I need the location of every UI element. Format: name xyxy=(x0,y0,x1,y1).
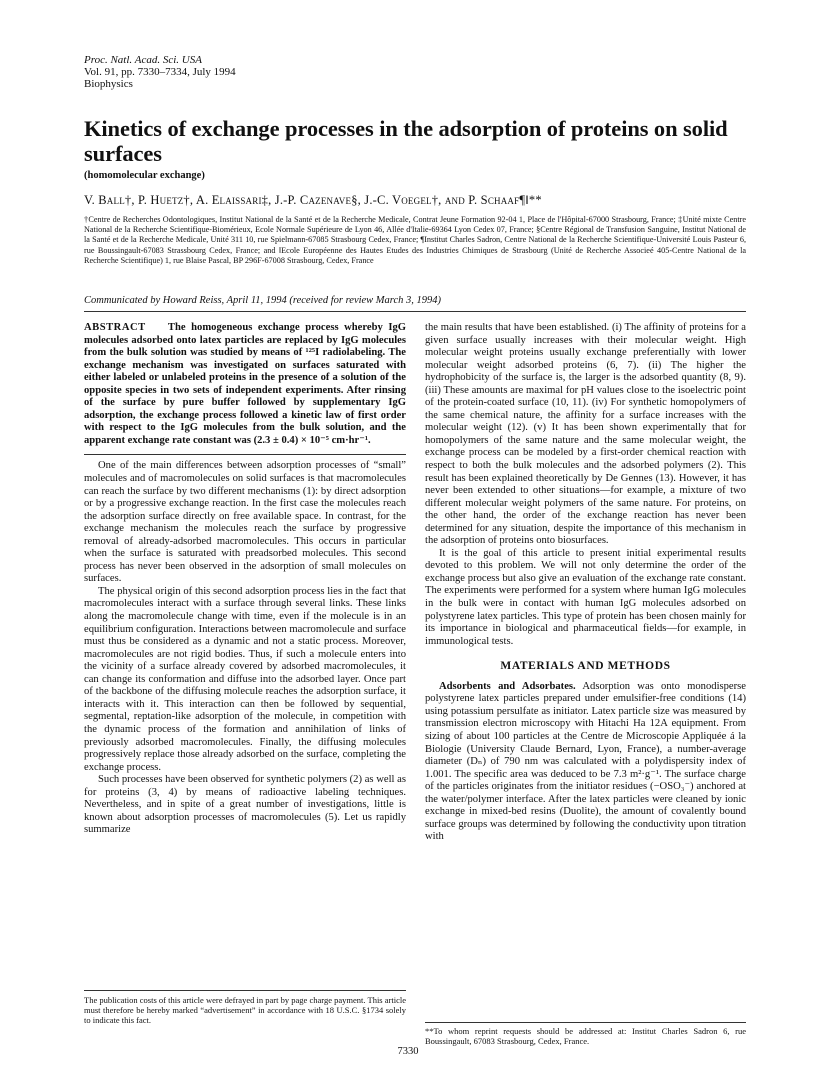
abstract-divider xyxy=(84,454,406,455)
abstract-text: The homogeneous exchange process whereby IgG molecules adsorbed onto latex particles are replaced by IgG molecules from the bulk solution was studied by means of ¹²⁵I radiolabeling. The exchange mechanism was investigated on surfaces saturated with either labeled or unlabeled proteins in the presence of a solution of the opposite species in two sets of independent experiments. After rinsing of the surface by pure buffer followed by supplementary IgG adsorption, the exchange process followed a kinetic law of first order with respect to the IgG molecules from the bulk solution, and the apparent exchange rate constant was (2.3 ± 0.4) × 10⁻⁵ cm·hr⁻¹. xyxy=(84,322,406,446)
reprint-footnote xyxy=(425,1022,746,1046)
methods-heading: MATERIALS AND METHODS xyxy=(500,660,671,673)
intro-paragraph-3: Such processes have been observed for synthetic polymers (2) as well as for proteins (3, 4) by means of radioactive labeling techniques. Nevertheless, and in spite of a great number of investigations, little is known about adsorption processes of macromolecules (5). Let us rapidly summarize xyxy=(84,774,406,836)
intro-paragraph-1: One of the main differences between adsorption processes of “small” molecules and of macromolecules on solid surfaces is that macromolecules can reach the surface by two different mechanisms (1): by direct adsorption or by a progressive exchange reaction. In the first case the molecules reach the adsorption surface directly on free available space. In contrast, for the exchange mechanism the molecules reach the surface by progressive removal of already-adsorbed macromolecules. This occurs in particular when the surface is saturated with preadsorbed molecules. This second process has never been observed in the adsorption of small molecules on surfaces. xyxy=(84,460,406,585)
communicated-line: Communicated by Howard Reiss, April 11, 1994 (received for review March 3, 1994) xyxy=(84,295,442,306)
journal-volume: Vol. 91, pp. 7330–7334, July 1994 xyxy=(84,66,236,78)
article-title: Kinetics of exchange processes in the adsorption of proteins on solid surfaces xyxy=(84,116,728,166)
footnote-right-text: **To whom reprint requests should be addressed at: Institut Charles Sadron 6, rue Boussingault, 67083 Strasbourg, Cedex, France. xyxy=(425,1026,746,1046)
intro-paragraph-2: The physical origin of this second adsorption process lies in the fact that macromolecules interact with a surface through several links. These links along the macromolecule change with time, even if the molecule is in an equilibrium configuration. Interactions between macromolecule and surface must thus be considered as a dynamic and not a static process. Moreover, macromolecules are not rigid bodies. Thus, if such a molecule enters into the vicinity of a surface already covered by adsorbed macromolecules, it can change its conformation and diffuse into the adsorbed layer. Once part of the backbone of the diffusing molecule reaches the adsorption surface, it interacts with it. This interaction can then be followed by sequential, segmental, reptation-like adsorption of the molecule, in competition with the dynamic process of the formation and annihilation of links of previously adsorbed macromolecules. Finally, the diffusing molecules progressively replace those already adsorbed on the surface, completing the exchange process. xyxy=(84,585,406,773)
methods-text: Adsorption was onto monodisperse polystyrene latex particles prepared under emulsifier-free conditions (14) using potassium persulfate as initiator. Latex particle size was measured by transmission electron microscopy with Hitachi Ha 12A equipment. From sizing of about 100 particles at the Centre de Microscopie Appliquée á la Biologie (University Claude Bernard, Lyon, France), a number-average diameter (Dₙ) of 790 nm was calculated with a polydispersity index of 1.001. The specific area was deduced to be 7.3 m²·g⁻¹. The surface charge of the particles originates from the initiator residues (−OSO₃⁻) anchored at the water/polymer interface. After the latex particles were cleaned by ionic exchange in mixed-bed resins (Duolite), the amount of covalently bound surface groups was determined by following the conductivity upon titration with xyxy=(425,680,746,843)
methods-subhead: Adsorbents and Adsorbates. xyxy=(439,680,576,692)
page-number: 7330 xyxy=(397,1046,419,1057)
header-divider xyxy=(84,311,746,312)
footnote-divider-right xyxy=(425,1022,746,1023)
article-subtitle: (homomolecular exchange) xyxy=(84,170,205,181)
journal-name: Proc. Natl. Acad. Sci. USA xyxy=(84,54,202,66)
author-list: V. Ball†, P. Huetz†, A. Elaissari‡, J.-P. Cazenave§, J.-C. Voegel†, and P. Schaaf¶‖** xyxy=(84,193,542,207)
affiliations: †Centre de Recherches Odontologiques, Institut National de la Santé et de la Recherche Medicale, Contrat Jeune Formation 92-04 1, Place de l'Hôpital-67000 Strasbourg, France; ‡Unité mixte Centre National de la Recherche Scientifique-Biomérieux, Ecole Normale Supérieure de Lyon 46, Allée d'Italie-69364 Lyon Cedex 07, France; §Centre Régional de Transfusion Sanguine, Institut National de la Santé et de la Recherche Medicale, Unité 311 10, rue Spielmann-67085 Strasbourg Cedex, France; ¶Institut Charles Sadron, Centre National de la Recherche Scientifique-Université Louis Pasteur 6, rue Boussingault-67083 Strassbourg Cedex, France; and ‖Ecole Européenne des Hautes Etudes des Industries Chimiques de Strasbourg (Unité de Recherche Associeé 405-Centre National de la Recherche Scientifique) 1, rue Blaise Pascal, BP 296F-67008 Strasbourg, Cedex, France xyxy=(84,215,746,265)
footnote-divider-left xyxy=(84,990,406,991)
right-column xyxy=(425,322,746,844)
intro-paragraph-4: the main results that have been established. (i) The affinity of proteins for a given surface usually increases with their molecular weight. High molecular weight proteins usually exchange preferentially with lower molecular weight adsorbed proteins (6, 7). (ii) The higher the hydrophobicity of the surface is, the larger is the adsorbed quantity (8, 9). (iii) These amounts are maximal for pH values close to the isoelectric point of the protein-coated surface (10, 11). (iv) For synthetic homopolymers of the same chemical nature, the affinity for a surface increases with the molecular weight (12). (v) It has been shown experimentally that for homopolymers of the same nature and the same molecular weight, the exchange process can be modeled by a first-order chemical reaction with respect to both the bulk molecules and the adsorbed polymers (2). This result has been explained theoretically by De Gennes (13). However, it has never been extended to other situations—for example, a mixture of two different molecular weight polymers of the same nature. For proteins, on the other hand, the order of the exchange reaction has never been determined for any situation, despite the importance of this mechanism in the adsorption of proteins onto biosurfaces. xyxy=(425,322,746,547)
journal-header xyxy=(84,54,236,90)
journal-section: Biophysics xyxy=(84,78,133,90)
abstract-label: ABSTRACT xyxy=(84,322,146,333)
footnote-left-text: The publication costs of this article were defrayed in part by page charge payment. This article must therefore be hereby marked “advertisement” in accordance with 18 U.S.C. §1734 solely to indicate this fact. xyxy=(84,995,406,1025)
left-column xyxy=(84,322,406,837)
methods-paragraph xyxy=(425,681,746,844)
publication-cost-footnote xyxy=(84,990,406,1025)
abstract xyxy=(84,322,406,447)
intro-paragraph-5: It is the goal of this article to present initial experimental results devoted to this problem. We will not only determine the order of the exchange process but also give an evaluation of the exchange rate constant. The experiments were performed for a system where human IgG molecules in the bulk were in contact with human IgG molecules adsorbed on polystyrene latex particles. This type of protein has been chosen mainly for its importance in biological and pharmaceutical fields—for example, in immunological tests. xyxy=(425,547,746,647)
